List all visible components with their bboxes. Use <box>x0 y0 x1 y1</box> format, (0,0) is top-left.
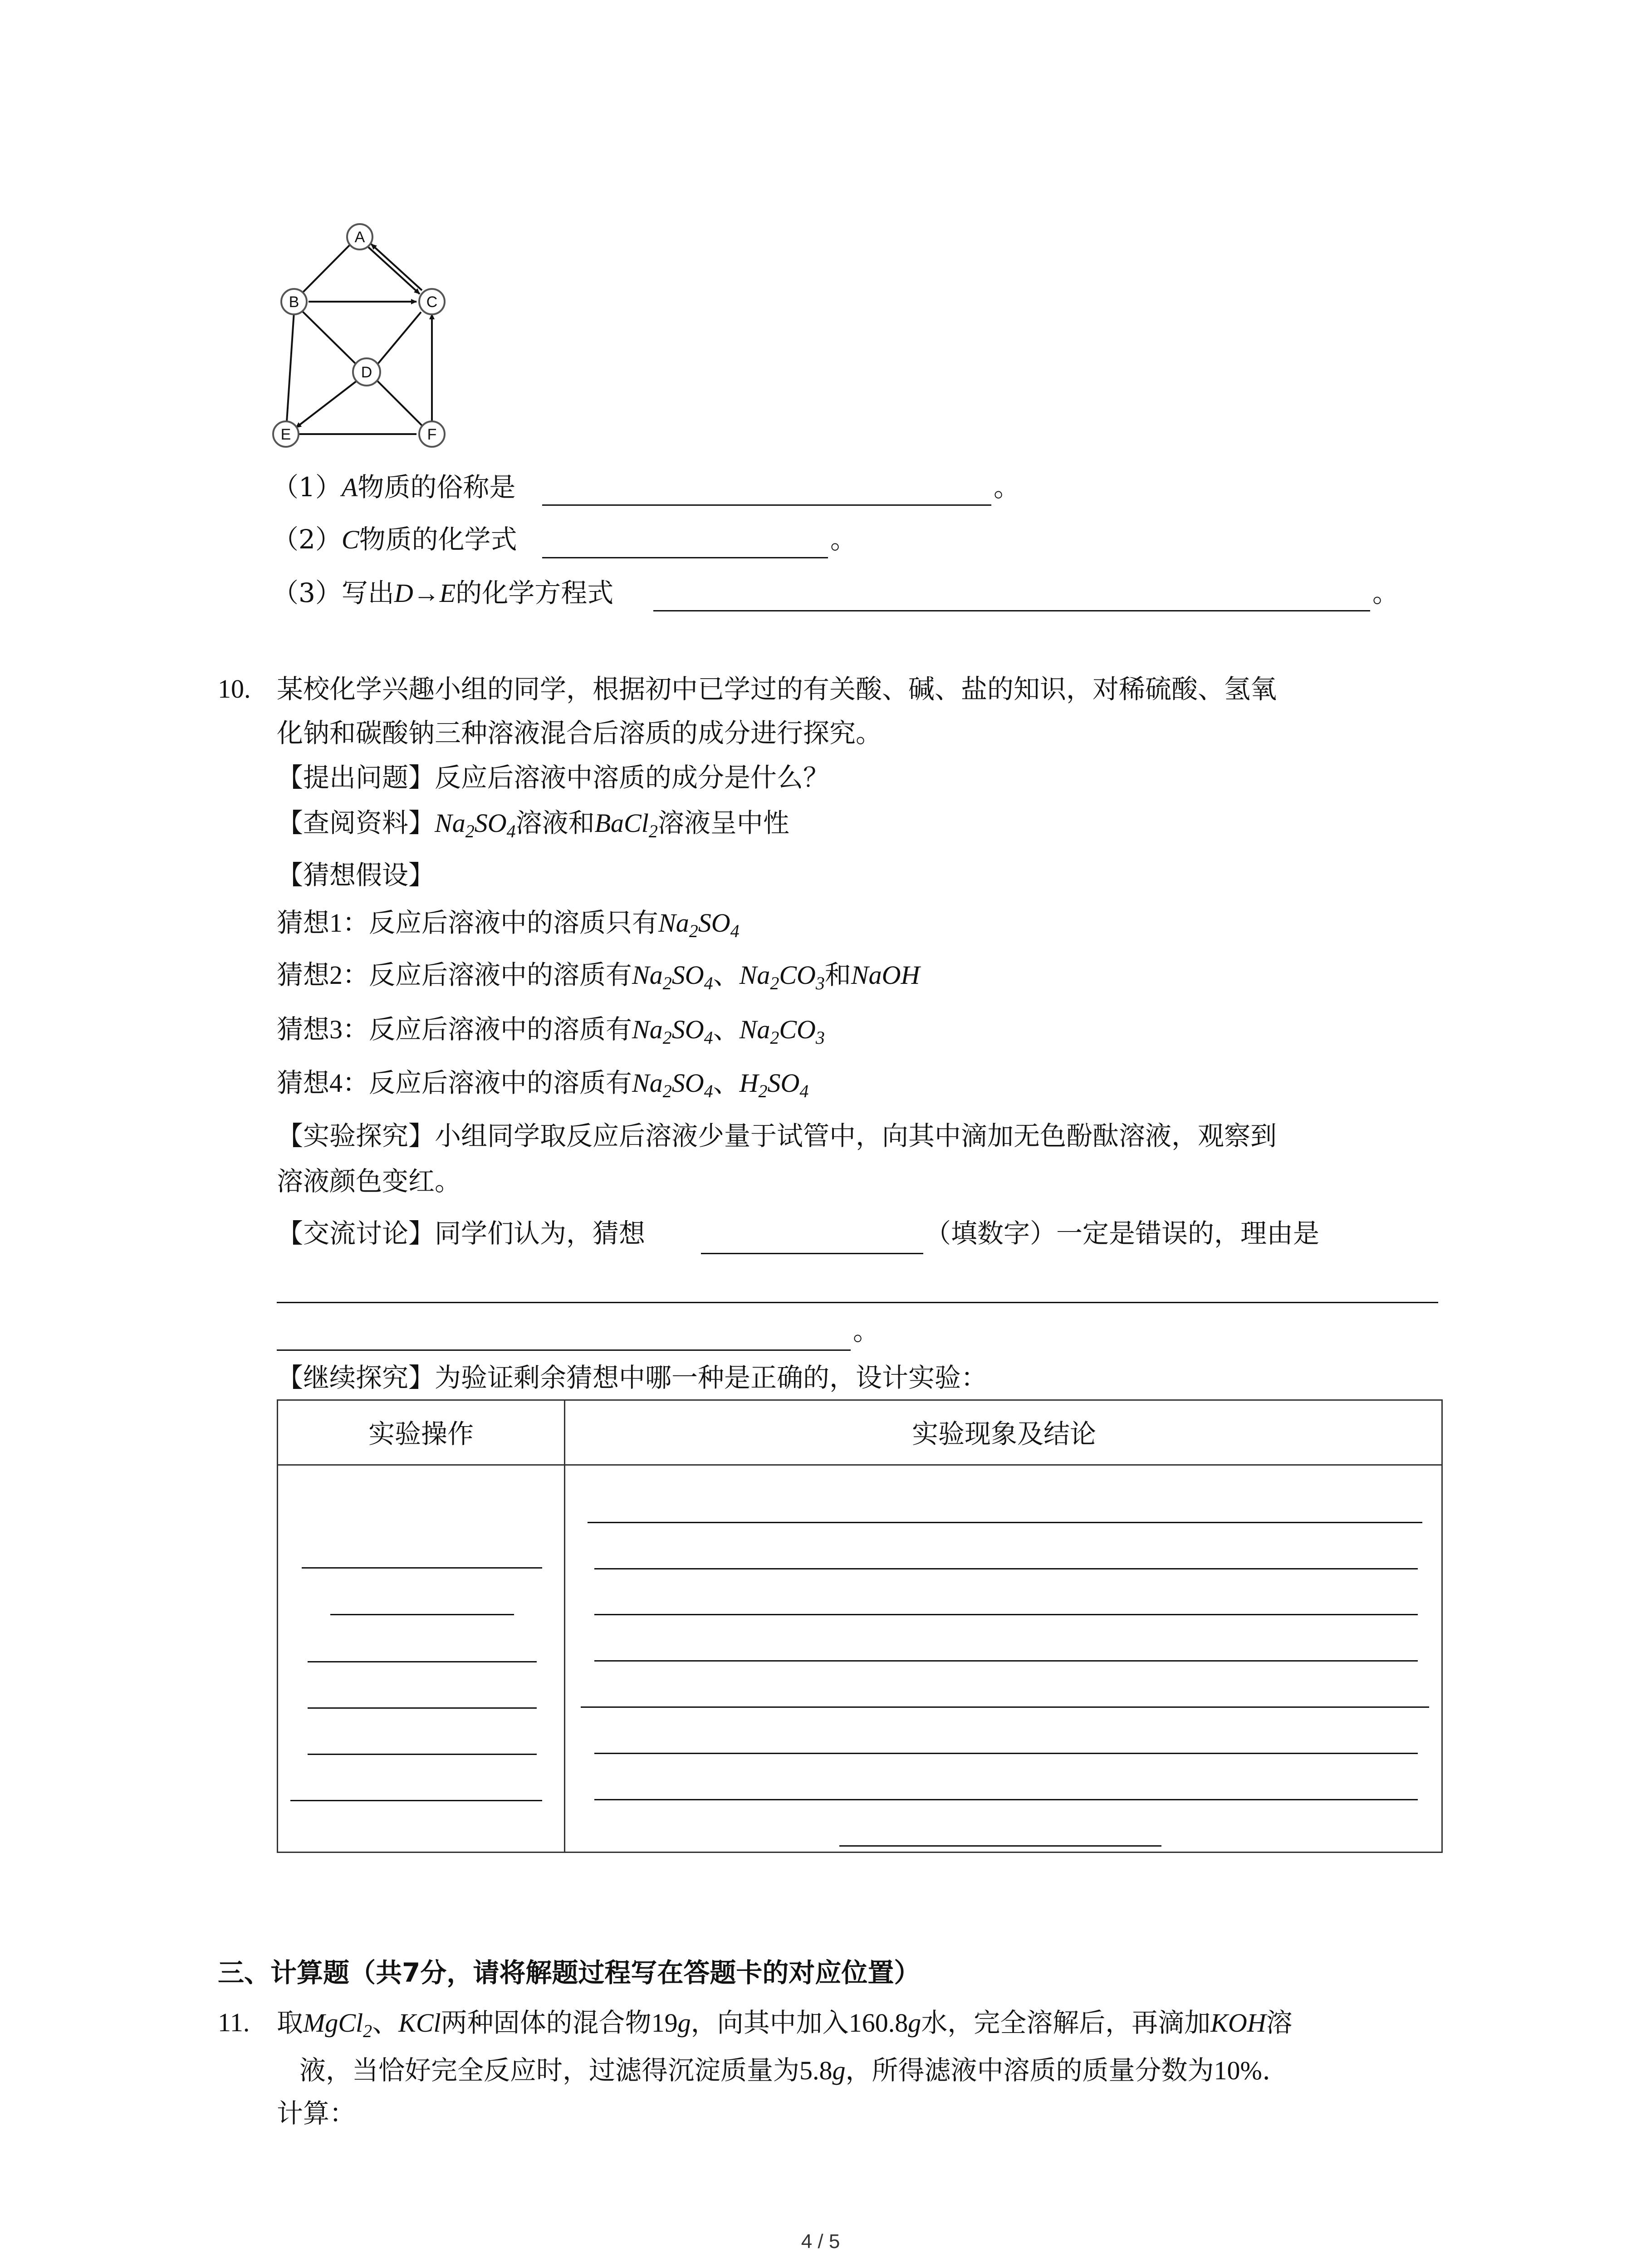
q10-experiment-line2: 溶液颜色变红。 <box>277 1166 461 1197</box>
node-e <box>273 421 299 447</box>
svg-text:A: A <box>354 229 365 246</box>
result-blank-7[interactable] <box>594 1799 1418 1800</box>
node-b <box>281 289 307 314</box>
q9-sub3-lead: 写出 <box>341 577 394 608</box>
edge-b-d <box>300 309 356 364</box>
result-blank-1[interactable] <box>588 1522 1422 1523</box>
q9-sub2-blank[interactable] <box>542 557 828 558</box>
guess-label: 猜想 <box>277 1014 330 1045</box>
guess-text: ：反应后溶液中的溶质 <box>343 1067 606 1098</box>
guess-1 <box>277 907 740 941</box>
formula-na2so4: $Na_2SO_4$ <box>632 1068 713 1101</box>
separator: 、 <box>713 1067 740 1098</box>
section3-title: 三、计算题（共7分，请将解题过程写在答题卡的对应位置） <box>218 1957 921 1988</box>
edge-d-c <box>377 312 421 364</box>
info-text-mid: 溶液和 <box>515 807 595 838</box>
q9-sub1-prefix: （1） <box>272 472 342 503</box>
q10-number: 10. <box>218 674 251 704</box>
operation-blank-2[interactable] <box>330 1614 514 1615</box>
edge-c-a <box>371 244 422 290</box>
q9-sub1-text: 物质的俗称是 <box>358 472 516 503</box>
info-text-end: 溶液呈中性 <box>657 807 789 838</box>
q9-sub3-text: 的化学方程式 <box>456 577 614 608</box>
guess-num: 2 <box>329 960 343 990</box>
formula-kcl: KCl <box>398 2008 441 2038</box>
mass-value: 5.8 <box>799 2056 833 2085</box>
q10-intro-line2: 化钠和碳酸钠三种溶液混合后溶质的成分进行探究。 <box>277 718 882 748</box>
svg-text:F: F <box>427 426 437 443</box>
guess-label: 猜想 <box>277 1067 330 1098</box>
discussion-text-a: 同学们认为，猜想 <box>435 1218 646 1249</box>
q9-sub3-end: 。 <box>1372 577 1399 608</box>
q10-reason-blank-line1[interactable] <box>277 1302 1438 1303</box>
q10-discussion-end: 。 <box>853 1315 880 1346</box>
experiment-table <box>277 1399 1443 1853</box>
guess-text: ：反应后溶液中的溶质 <box>343 907 606 938</box>
formula-na2so4: $Na_2SO_4$ <box>632 960 713 993</box>
unit-g: g <box>677 2008 691 2038</box>
q11-line3: 计算： <box>277 2098 356 2129</box>
separator: 、 <box>713 1014 740 1045</box>
q9-sub1-subject: A <box>341 473 358 502</box>
formula-na2so4: $Na_2SO_4$ <box>658 908 740 941</box>
node-d <box>353 358 380 386</box>
table-column-divider <box>564 1401 565 1852</box>
q11-text: 液，当恰好完全反应时，过滤得沉淀质量为 <box>299 2055 800 2086</box>
q9-sub2-end: 。 <box>830 524 857 555</box>
percent-value: 10% <box>1214 2056 1262 2085</box>
operation-blank-6[interactable] <box>290 1800 542 1801</box>
node-c <box>419 289 445 314</box>
reaction-diagram <box>263 213 472 458</box>
q11-text: 溶 <box>1266 2007 1293 2038</box>
svg-text:E: E <box>280 426 291 443</box>
guess-text: ：反应后溶液中的溶质 <box>343 1014 606 1045</box>
q10-reason-blank-line2[interactable] <box>277 1349 851 1351</box>
edge-a-c <box>368 247 420 294</box>
operation-blank-3[interactable] <box>308 1661 537 1662</box>
q10-intro-line1: 某校化学兴趣小组的同学，根据初中已学过的有关酸、碱、盐的知识，对稀硫酸、氢氧 <box>277 674 1277 704</box>
q10-discussion-blank-number[interactable] <box>701 1253 923 1254</box>
question-tag: 【提出问题】 <box>277 762 435 793</box>
q9-sub3 <box>272 577 614 608</box>
node-a <box>347 224 372 249</box>
q9-sub3-prefix: （3） <box>272 577 342 608</box>
operation-blank-4[interactable] <box>308 1707 537 1709</box>
table-header-operation: 实验操作 <box>368 1418 474 1449</box>
guess-label: 猜想 <box>277 959 330 990</box>
result-blank-3[interactable] <box>594 1614 1418 1615</box>
formula-na2co3: $Na_2CO_3$ <box>739 1015 825 1048</box>
q9-sub2-subject: C <box>341 525 359 554</box>
svg-text:B: B <box>289 293 299 311</box>
edge-d-e <box>296 381 357 428</box>
guess-2 <box>277 959 920 993</box>
q11-line2 <box>299 2057 1270 2084</box>
experiment-tag: 【实验探究】 <box>277 1120 435 1151</box>
experiment-text: 小组同学取反应后溶液少量于试管中，向其中滴加无色酚酞溶液，观察到 <box>435 1120 1277 1151</box>
q10-info <box>277 807 789 841</box>
q11-text: . <box>1262 2055 1271 2086</box>
result-blank-2[interactable] <box>594 1568 1418 1569</box>
q10-discussion-b: （填数字）一定是错误的，理由是 <box>925 1218 1320 1249</box>
guess-verb: 有 <box>606 1014 632 1045</box>
conjunction: 和 <box>824 959 851 990</box>
edge-d-f <box>377 381 423 426</box>
table-header-divider <box>278 1464 1441 1466</box>
q10-hypothesis-tag: 【猜想假设】 <box>277 860 435 890</box>
guess-text: ：反应后溶液中的溶质 <box>343 959 606 990</box>
discussion-tag: 【交流讨论】 <box>277 1218 435 1249</box>
guess-verb: 有 <box>606 1067 632 1098</box>
formula-na2so4: $Na_2SO_4$ <box>435 808 516 841</box>
q9-sub2-prefix: （2） <box>272 524 342 555</box>
table-header-result: 实验现象及结论 <box>911 1418 1096 1449</box>
guess-verb: 有 <box>606 959 632 990</box>
separator: 、 <box>713 959 740 990</box>
mass-value: 19 <box>651 2008 678 2038</box>
mass-value: 160.8 <box>848 2008 908 2038</box>
q11-number: 11. <box>218 2008 250 2037</box>
guess-label: 猜想 <box>277 907 330 938</box>
guess-4 <box>277 1067 809 1101</box>
q9-sub3-reaction: D→E <box>394 578 456 608</box>
guess-verb: 只有 <box>606 907 659 938</box>
q9-sub1-blank[interactable] <box>542 504 991 506</box>
guess-num: 3 <box>329 1015 343 1044</box>
svg-text:D: D <box>361 364 372 381</box>
result-blank-4[interactable] <box>594 1660 1418 1662</box>
q11-text: 取 <box>277 2007 304 2038</box>
guess-3 <box>277 1014 825 1048</box>
q11-text: ，向其中加入 <box>691 2007 849 2038</box>
operation-blank-1[interactable] <box>302 1567 542 1569</box>
q10-continue <box>277 1364 987 1391</box>
formula-koh: KOH <box>1210 2008 1266 2038</box>
q9-sub3-blank[interactable] <box>653 610 1370 611</box>
q9-sub2 <box>272 526 517 553</box>
question-text: 反应后溶液中溶质的成分是什么？ <box>435 762 830 793</box>
operation-blank-5[interactable] <box>308 1754 537 1755</box>
separator: 、 <box>372 2007 399 2038</box>
q11-text: 水，完全溶解后，再滴加 <box>921 2007 1211 2038</box>
q10-experiment-line1 <box>277 1120 1277 1151</box>
formula-na2co3: $Na_2CO_3$ <box>739 960 825 993</box>
continue-text: 为验证剩余猜想中哪一种是正确的，设计实验： <box>435 1362 988 1393</box>
q10-question <box>277 764 829 791</box>
q9-sub1 <box>272 474 515 501</box>
q11-text: ，所得滤液中溶质的质量分数为 <box>845 2055 1214 2086</box>
q9-sub1-end: 。 <box>994 472 1020 503</box>
formula-na2so4: $Na_2SO_4$ <box>632 1015 713 1048</box>
q9-sub2-text: 物质的化学式 <box>359 524 517 555</box>
info-tag: 【查阅资料】 <box>277 807 435 838</box>
q10-discussion <box>277 1218 646 1249</box>
edge-b-e <box>287 312 294 422</box>
continue-tag: 【继续探究】 <box>277 1362 435 1393</box>
result-blank-8[interactable] <box>839 1845 1161 1847</box>
edge-b-a <box>302 245 350 293</box>
page-number: 4 / 5 <box>801 2230 840 2253</box>
formula-naoh: NaOH <box>851 960 920 990</box>
formula-bacl2: BaCl$_2$ <box>594 808 658 841</box>
unit-g: g <box>908 2008 921 2038</box>
node-f <box>419 421 445 447</box>
guess-num: 4 <box>329 1068 343 1098</box>
guess-num: 1 <box>329 908 343 938</box>
q11-text: 两种固体的混合物 <box>441 2007 652 2038</box>
result-blank-5[interactable] <box>581 1706 1429 1708</box>
formula-mgcl2: MgCl$_2$ <box>303 2008 372 2041</box>
q11-line1 <box>277 2007 1293 2041</box>
unit-g: g <box>832 2056 846 2085</box>
formula-h2so4: $H_2SO_4$ <box>739 1068 809 1101</box>
svg-text:C: C <box>426 293 438 311</box>
result-blank-6[interactable] <box>594 1753 1418 1754</box>
